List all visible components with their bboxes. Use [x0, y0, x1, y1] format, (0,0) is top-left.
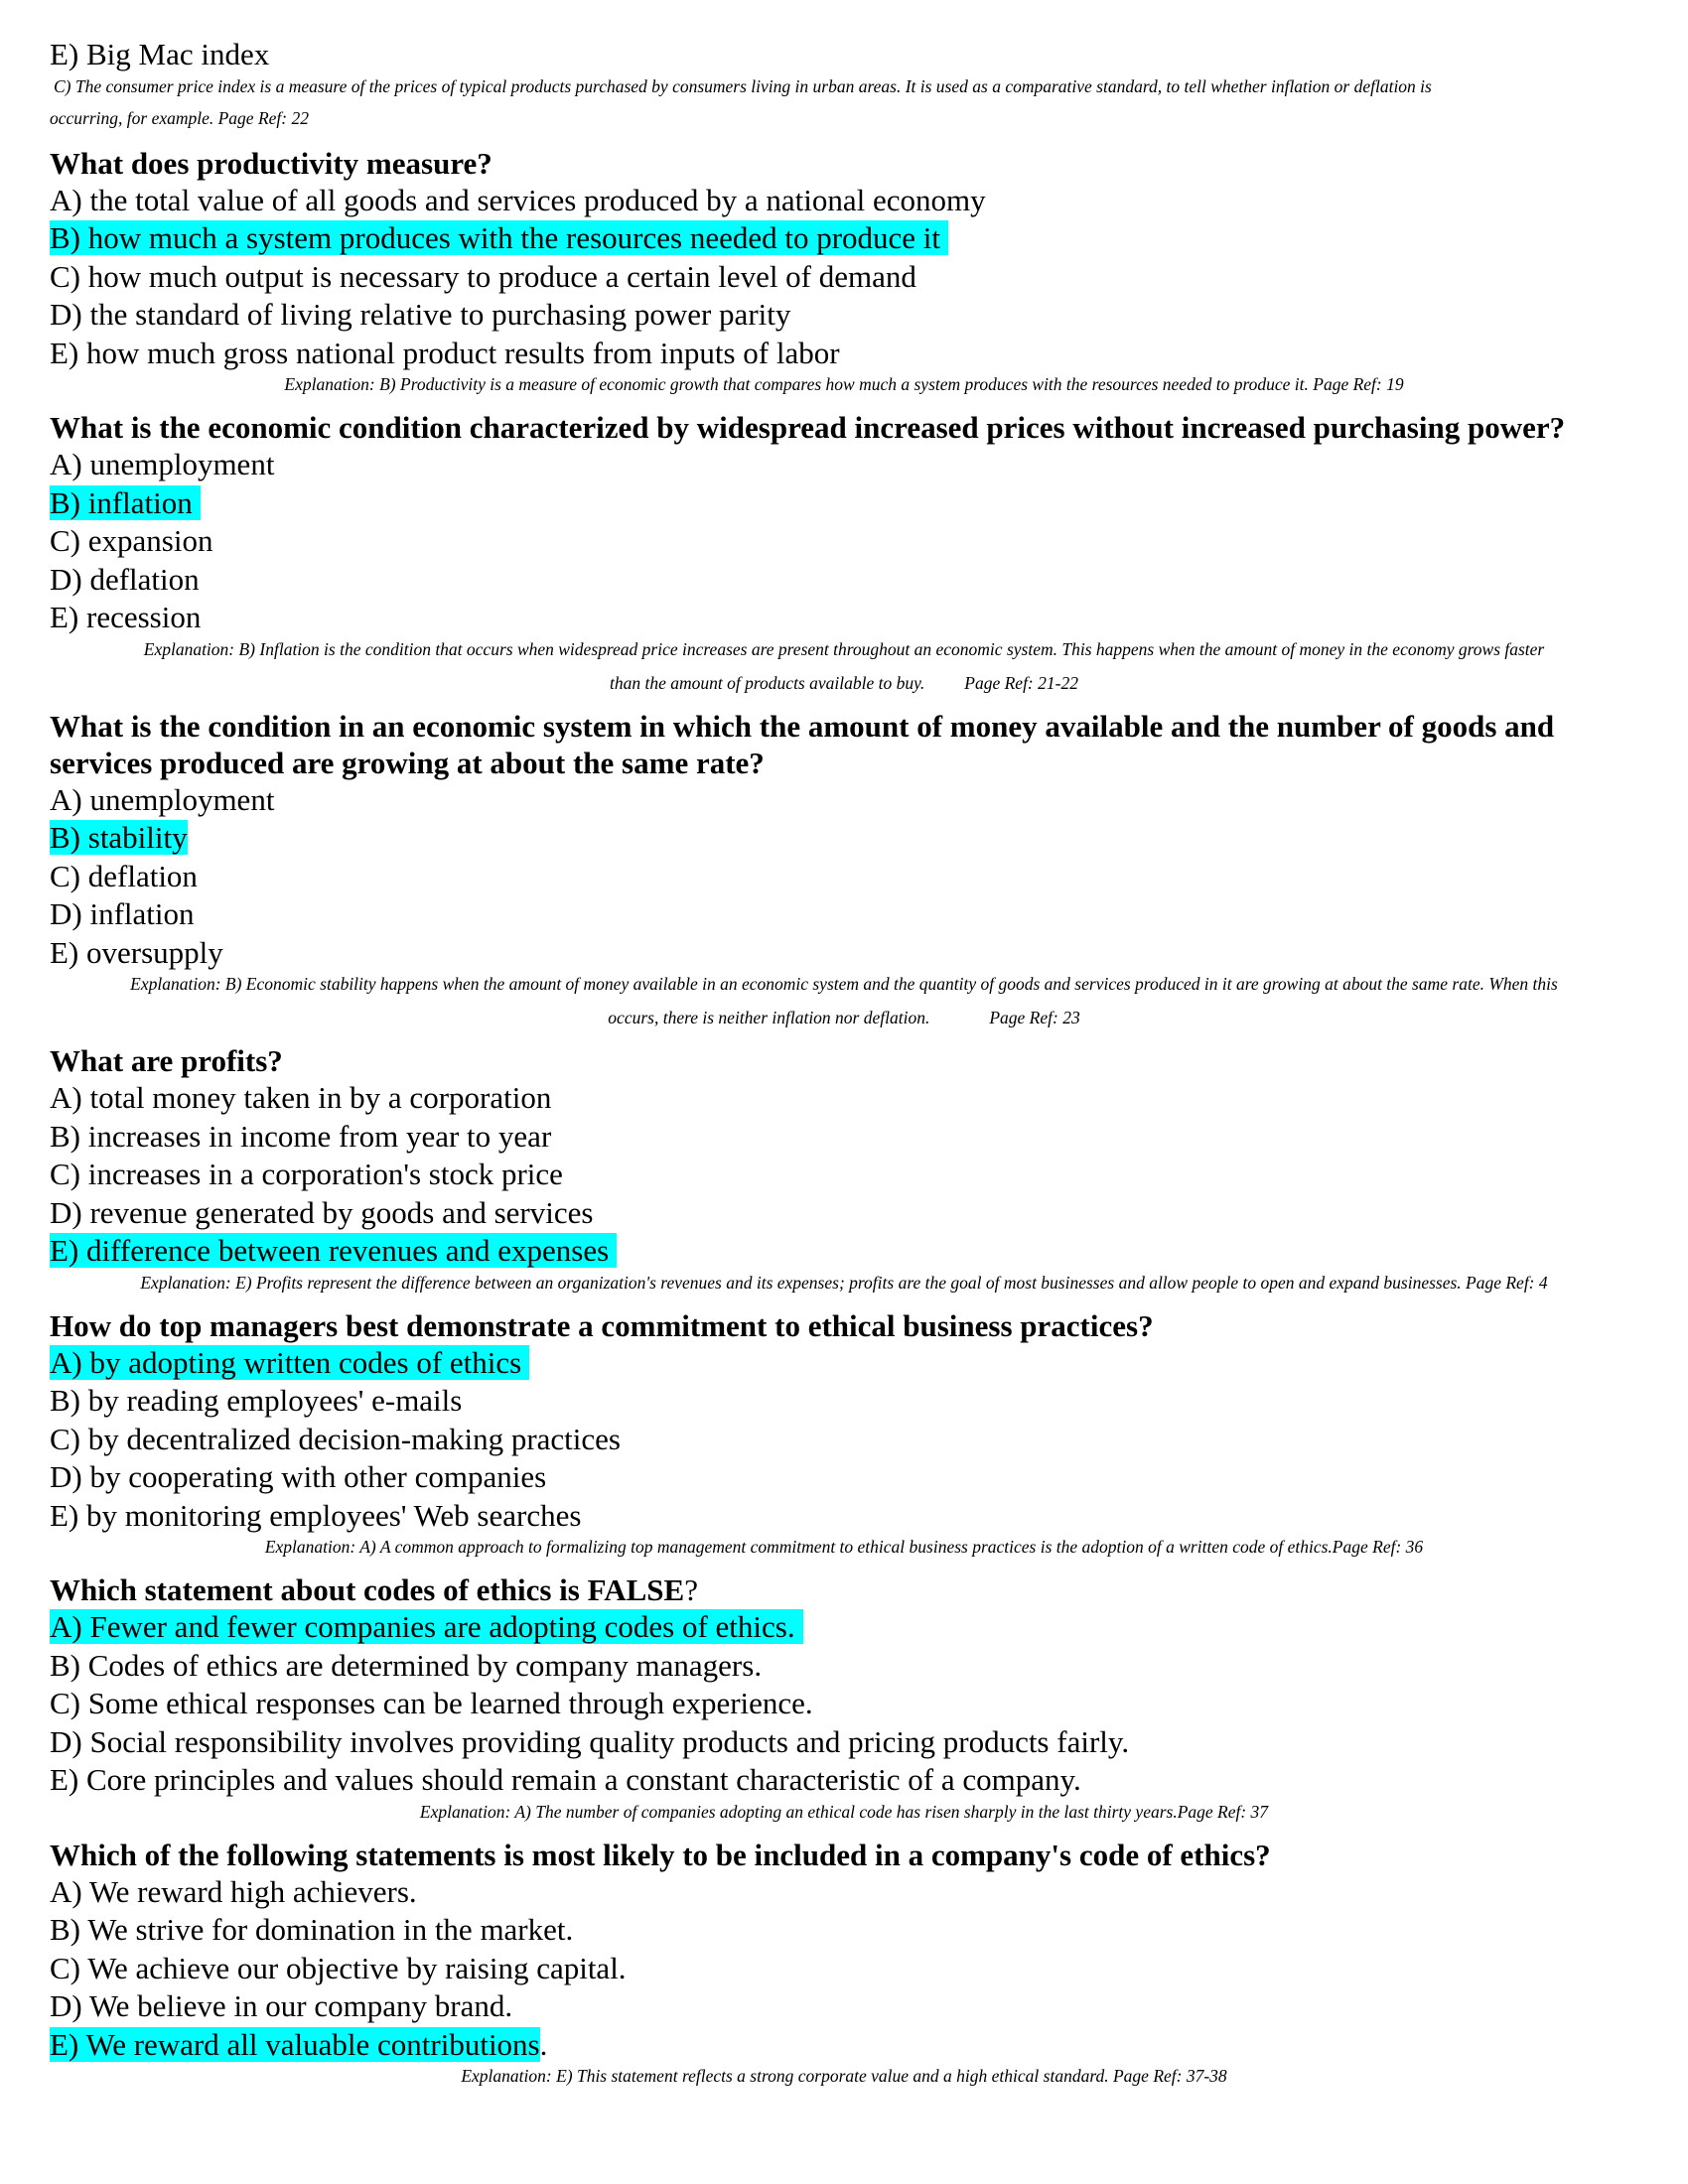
- question-title: Which of the following statements is most likely to be included in a company's code of ethics?: [50, 1837, 1271, 1872]
- option-e-correct: E) We reward all valuable contributions: [50, 2026, 540, 2062]
- question-title: What is the condition in an economic system in which the amount of money available and the number of goods and services produced are growing at about the same rate?: [50, 708, 1555, 780]
- option-d: D) revenue generated by goods and services: [50, 1194, 594, 1230]
- option-e: E) recession: [50, 600, 202, 634]
- option-d: D) We believe in our company brand.: [50, 1988, 513, 2023]
- option-b-correct: B) inflation: [50, 485, 201, 520]
- option-a: A) total money taken in by a corporation: [50, 1080, 552, 1115]
- document-page: E) Big Mac index C) The consumer price index is a measure of the prices of typical products purchased by consumers living in urban areas. It is used as a comparative standard, to tell whether inflation or deflation is occurring, for example. Page Ref: 22 What does productivity measure? A) the total value of all goods and services produced by a national economy B) how much a system produces with the resources needed to produce it C) how much output is necessary to produce a certain level of demand D) the standard of living relative to purchasing power parity E) how much gross national product results from inputs of labor Explanation: B) Productivity is a measure of economic growth that compares how much a system produces with the resources needed to produce it. Page Ref: 19 What is the economic condition characterized by widespread increased prices without increased purchasing power? A) unemployment B) inflation C) expansion D) deflation E) recession Explanation: B) Inflation is the condition that occurs when widespread price increases are present throughout an economic system. This happens when the amount of money in the economy grows faster than the amount of products available to buy. Page Ref: 21-22 What is the condition in an economic system in which the amount of money available and the number of goods and services produced are growing at about the same rate? A) unemployment B) stability C) deflation D) inflation E) oversupply Explanation: B) Economic stability happens when the amount of money available in an economic system and the quantity of goods and services produced in it are growing at about the same rate. When this occurs, there is neither inflation nor deflation. Page Ref: 23 What are profits? A) total money taken in by a corporation B) increases in income from year to year C) increases in a corporation's stock price D) revenue generated by goods and services E) difference between revenues and expenses Explanation: E) Profits represent the difference between an organization's revenues and its expenses; profits are the goal of most businesses and allow people to open and expand businesses. Page Ref: 4 How do top managers best demonstrate a commitment to ethical business practices? A) by adopting written codes of ethics B) by reading employees' e-mails C) by decentralized decision-making practices D) by cooperating with other companies E) by monitoring employees' Web searches Explanation: A) A common approach to formalizing top management commitment to ethical business practices is the adoption of a written code of ethics.Page Ref: 36 Which statement about codes of ethics is FALSE? A) Fewer and fewer companies are adopting codes of ethics. B) Codes of ethics are determined by company managers. C) Some ethical responses can be learned through experience. D) Social responsibility involves providing quality products and pricing products fairly. E) Core principles and values should remain a constant characteristic of a company. Explanation: A) The number of companies adopting an ethical code has risen sharply in the last thirty years.Page Ref: 37 Which of the following statements is most likely to be included in a company's code of ethics? A) We reward high achievers. B) We strive for domination in the market. C) We achieve our objective by raising capital. D) We believe in our company brand. E) We reward all valuable contributions. Explanation: E) This statement reflects a strong corporate value and a high ethical standard. Page Ref: 37-38: [50, 36, 1638, 2095]
- page-ref: Page Ref: 21-22: [964, 672, 1078, 693]
- option-b-correct: B) how much a system produces with the resources needed to produce it: [50, 220, 948, 255]
- option-c: C) We achieve our objective by raising capital.: [50, 1950, 627, 1985]
- option-e-correct: E) difference between revenues and expenses: [50, 1233, 617, 1268]
- explanation: Explanation: A) The number of companies adopting an ethical code has risen sharply in the last thirty years.Page Ref: 37: [419, 1801, 1269, 1822]
- option-c: C) by decentralized decision-making practices: [50, 1421, 621, 1456]
- option-e: E) by monitoring employees' Web searches: [50, 1497, 582, 1533]
- option-a: A) unemployment: [50, 447, 275, 481]
- explanation-continued: occurs, there is neither inflation nor deflation. Page Ref: 23: [608, 1008, 1080, 1027]
- option-b-correct: B) stability: [50, 820, 188, 855]
- explanation: [50, 75, 1638, 97]
- option-a-correct: A) Fewer and fewer companies are adopting codes of ethics.: [50, 1609, 803, 1644]
- option-c: C) increases in a corporation's stock price: [50, 1157, 563, 1191]
- option-d: D) by cooperating with other companies: [50, 1459, 547, 1494]
- question-title: Which statement about codes of ethics is FALSE?: [50, 1572, 698, 1607]
- option-a: A) the total value of all goods and services produced by a national economy: [50, 182, 986, 217]
- explanation: Explanation: E) Profits represent the difference between an organization's revenues and its expenses; profits are the goal of most businesses and allow people to open and expand businesses. Page Ref: 4: [140, 1272, 1548, 1293]
- option-c: C) deflation: [50, 858, 198, 893]
- option-a: A) unemployment: [50, 781, 275, 817]
- question-title: What is the economic condition characterized by widespread increased prices without increased purchasing power?: [50, 410, 1566, 445]
- question-title: What does productivity measure?: [50, 145, 492, 181]
- option-d: D) deflation: [50, 561, 200, 597]
- explanation: Explanation: B) Inflation is the condition that occurs when widespread price increases are present throughout an economic system. This happens when the amount of money in the economy grows faster: [143, 638, 1545, 659]
- option-e: E) Big Mac index: [50, 37, 270, 71]
- option-b: B) increases in income from year to year: [50, 1118, 552, 1154]
- explanation-continued: occurring, for example. Page Ref: 22: [50, 107, 309, 128]
- explanation: Explanation: B) Economic stability happens when the amount of money available in an economic system and the quantity of goods and services produced in it are growing at about the same rate. When this: [130, 974, 1558, 994]
- option-a: A) We reward high achievers.: [50, 1873, 417, 1909]
- option-b: B) Codes of ethics are determined by company managers.: [50, 1647, 763, 1683]
- explanation: Explanation: E) This statement reflects a strong corporate value and a high ethical standard. Page Ref: 37-38: [461, 2066, 1227, 2086]
- explanation-line: C) The consumer price index is a measure of the prices of typical products purchased by consumers living in urban areas. It is used as a comparative standard, to tell whether inflation or deflation is: [54, 75, 1432, 96]
- option-b: B) by reading employees' e-mails: [50, 1383, 463, 1418]
- explanation-continued: than the amount of products available to buy. Page Ref: 21-22: [610, 672, 1078, 693]
- page-ref: Page Ref: 23: [989, 1008, 1080, 1027]
- option-d: D) inflation: [50, 896, 195, 931]
- option-c: C) Some ethical responses can be learned through experience.: [50, 1686, 813, 1720]
- option-e: E) how much gross national product results from inputs of labor: [50, 335, 840, 370]
- question-title: How do top managers best demonstrate a commitment to ethical business practices?: [50, 1307, 1154, 1343]
- option-e: E) Core principles and values should remain a constant characteristic of a company.: [50, 1762, 1081, 1797]
- option-d: D) the standard of living relative to purchasing power parity: [50, 297, 791, 332]
- option-c: C) expansion: [50, 523, 213, 558]
- option-d: D) Social responsibility involves providing quality products and pricing products fairly.: [50, 1723, 1130, 1759]
- explanation: Explanation: A) A common approach to formalizing top management commitment to ethical business practices is the adoption of a written code of ethics.Page Ref: 36: [264, 1537, 1424, 1557]
- option-e: E) oversupply: [50, 934, 223, 970]
- question-title: What are profits?: [50, 1043, 283, 1078]
- option-a-correct: A) by adopting written codes of ethics: [50, 1345, 529, 1380]
- explanation: Explanation: B) Productivity is a measure of economic growth that compares how much a system produces with the resources needed to produce it. Page Ref: 19: [284, 374, 1404, 394]
- option-b: B) We strive for domination in the market.: [50, 1912, 574, 1947]
- option-c: C) how much output is necessary to produce a certain level of demand: [50, 258, 916, 294]
